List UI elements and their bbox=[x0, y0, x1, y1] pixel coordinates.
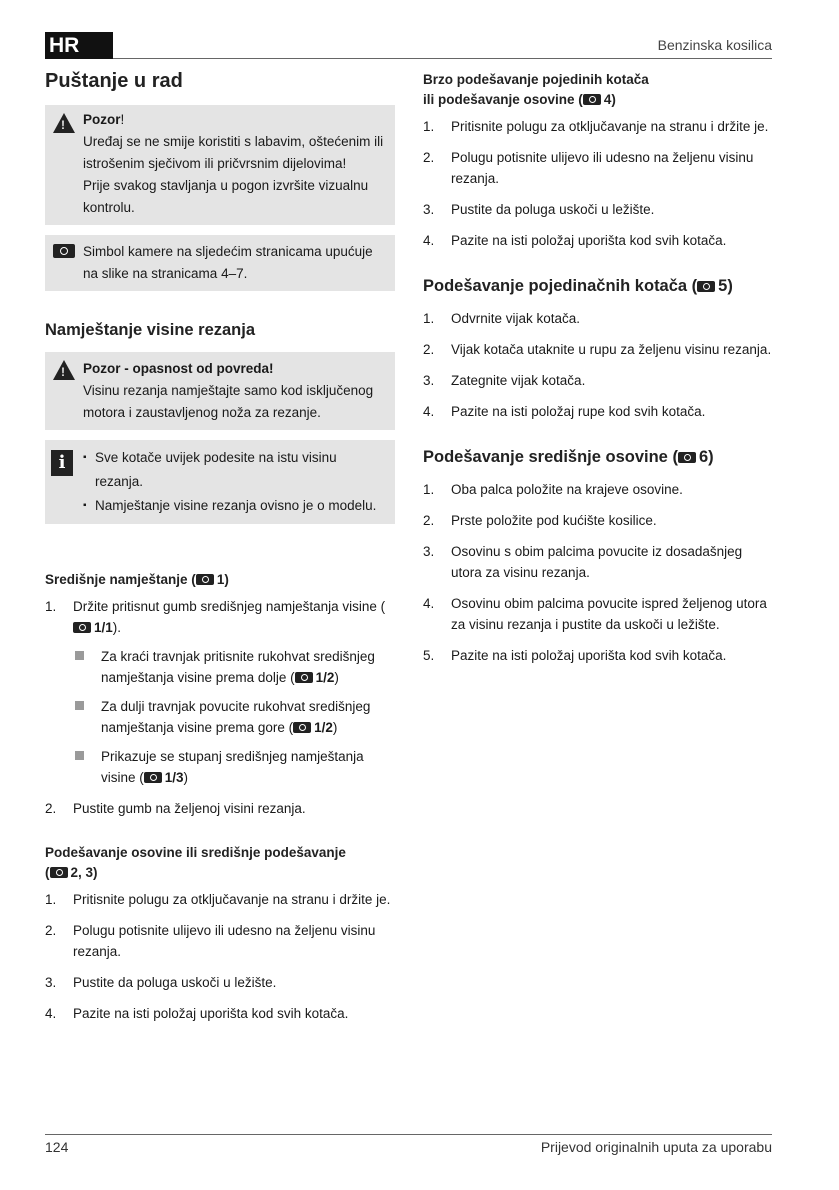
quick-wheel-steps bbox=[423, 116, 773, 251]
central-adjust-steps bbox=[45, 596, 395, 819]
header-divider bbox=[113, 58, 772, 59]
list-item: 1. Držite pritisnut gumb središnjeg namještanja visine (1/1). Za kraći travnjak pritisnite rukohvat središnjeg namještanja visine prema dolje ( 1/2) Za dulji travnjak povucite rukohvat središnjeg namještanja visine prema gore ( 1/2) Prikazuje se stupanj središnjeg namještanja visine ( 1/3) bbox=[45, 596, 395, 788]
list-item: 3. Osovinu s obim palcima povucite iz dosadašnjeg utora za visinu rezanja. bbox=[423, 544, 743, 580]
left-column bbox=[45, 70, 395, 1034]
warning-box-2 bbox=[45, 352, 395, 430]
info-bullet-2: ▪ Namještanje visine rezanja ovisno je o modelu. bbox=[83, 494, 385, 518]
section-title-start: Puštanje u rad bbox=[45, 70, 183, 92]
central-axle-steps bbox=[423, 479, 773, 666]
list-item: 1. Odvrnite vijak kotača. bbox=[423, 311, 581, 326]
list-item: 3. Pustite da poluga uskoči u ležište. bbox=[45, 975, 277, 990]
sub-list-item: Za dulji travnjak povucite rukohvat središnjeg namještanja visine prema gore ( 1/2) bbox=[73, 696, 395, 738]
individual-wheel-steps bbox=[423, 308, 773, 422]
list-item: 3. Pustite da poluga uskoči u ležište. bbox=[423, 202, 655, 217]
camera-icon bbox=[678, 452, 696, 463]
axle-adjust-steps bbox=[45, 889, 395, 1024]
camera-icon bbox=[293, 722, 311, 733]
warning-excl: ! bbox=[120, 112, 125, 127]
info-icon: i bbox=[51, 450, 73, 476]
warning-text-injury: Visinu rezanja namještajte samo kod isključenog motora i zaustavljenog noža za rezanje. bbox=[83, 383, 374, 420]
list-item: 1. Oba palca položite na krajeve osovine. bbox=[423, 482, 683, 497]
subheading-axle-adjust: Podešavanje osovine ili središnje podešavanje ( 2, 3) bbox=[45, 845, 346, 880]
camera-icon bbox=[50, 867, 68, 878]
info-bullet-1: ▪ Sve kotače uvijek podesite na istu visinu rezanja. bbox=[83, 446, 385, 494]
list-item: 3. Zategnite vijak kotača. bbox=[423, 373, 586, 388]
list-item: 4. Pazite na isti položaj uporišta kod svih kotača. bbox=[45, 1006, 349, 1021]
camera-icon bbox=[583, 94, 601, 105]
warning-label: Pozor bbox=[83, 112, 121, 127]
warning-text-1: Uređaj se ne smije koristiti s labavim, oštećenim ili istrošenim sječivom ili pričvrsnim dijelovima! bbox=[83, 134, 384, 171]
camera-icon bbox=[144, 772, 162, 783]
sub-list-item: Prikazuje se stupanj središnjeg namještanja visine ( 1/3) bbox=[73, 746, 395, 788]
list-item: 4. Osovinu obim palcima povucite ispred željenog utora za visinu rezanja i pustite da uskoči u ležište. bbox=[423, 596, 767, 632]
list-item: 4. Pazite na isti položaj rupe kod svih kotača. bbox=[423, 404, 706, 419]
camera-icon bbox=[295, 672, 313, 683]
camera-icon bbox=[73, 622, 91, 633]
camera-icon bbox=[196, 574, 214, 585]
warning-triangle-icon bbox=[53, 113, 75, 133]
warning-box-1 bbox=[45, 105, 395, 225]
subheading-quick-wheel: Brzo podešavanje pojedinih kotača ili podešavanje osovine ( 4) bbox=[423, 72, 649, 107]
list-item: 2. Polugu potisnite ulijevo ili udesno na željenu visinu rezanja. bbox=[423, 150, 754, 186]
list-item: 1. Pritisnite polugu za otključavanje na stranu i držite je. bbox=[423, 119, 769, 134]
subheading-central-adjust: Središnje namještanje ( 1) bbox=[45, 572, 229, 587]
list-item: 2. Prste položite pod kućište kosilice. bbox=[423, 513, 657, 528]
list-item: 2. Pustite gumb na željenoj visini rezanja. bbox=[45, 801, 306, 816]
info-box bbox=[45, 440, 395, 524]
list-item: 1. Pritisnite polugu za otključavanje na stranu i držite je. bbox=[45, 892, 391, 907]
camera-icon bbox=[697, 281, 715, 292]
sub-list-item: Za kraći travnjak pritisnite rukohvat središnjeg namještanja visine prema dolje ( 1/2) bbox=[73, 646, 395, 688]
list-item: 5. Pazite na isti položaj uporišta kod svih kotača. bbox=[423, 648, 727, 663]
page-number: 124 bbox=[45, 1139, 69, 1155]
list-item: 2. Polugu potisnite ulijevo ili udesno na željenu visinu rezanja. bbox=[45, 923, 376, 959]
warning-label-injury: Pozor - opasnost od povreda! bbox=[83, 361, 274, 376]
footer-divider bbox=[45, 1134, 772, 1135]
warning-text-2: Prije svakog stavljanja u pogon izvršite vizualnu kontrolu. bbox=[83, 178, 369, 215]
list-item: 4. Pazite na isti položaj uporišta kod svih kotača. bbox=[423, 233, 727, 248]
section-title-cutting-height: Namještanje visine rezanja bbox=[45, 321, 256, 339]
section-title-central-axle: Podešavanje središnje osovine ( 6) bbox=[423, 448, 714, 466]
warning-triangle-icon bbox=[53, 360, 75, 380]
camera-icon bbox=[53, 244, 75, 258]
section-title-individual-wheels: Podešavanje pojedinačnih kotača ( 5) bbox=[423, 277, 733, 295]
camera-note-box bbox=[45, 235, 395, 291]
camera-note-text: Simbol kamere na sljedećim stranicama upućuje na slike na stranicama 4–7. bbox=[83, 244, 373, 281]
document-title: Benzinska kosilica bbox=[657, 37, 772, 53]
right-column bbox=[423, 70, 773, 676]
language-badge: HR bbox=[45, 32, 113, 59]
list-item: 2. Vijak kotača utaknite u rupu za željenu visinu rezanja. bbox=[423, 342, 772, 357]
footer-text: Prijevod originalnih uputa za uporabu bbox=[540, 1139, 772, 1155]
